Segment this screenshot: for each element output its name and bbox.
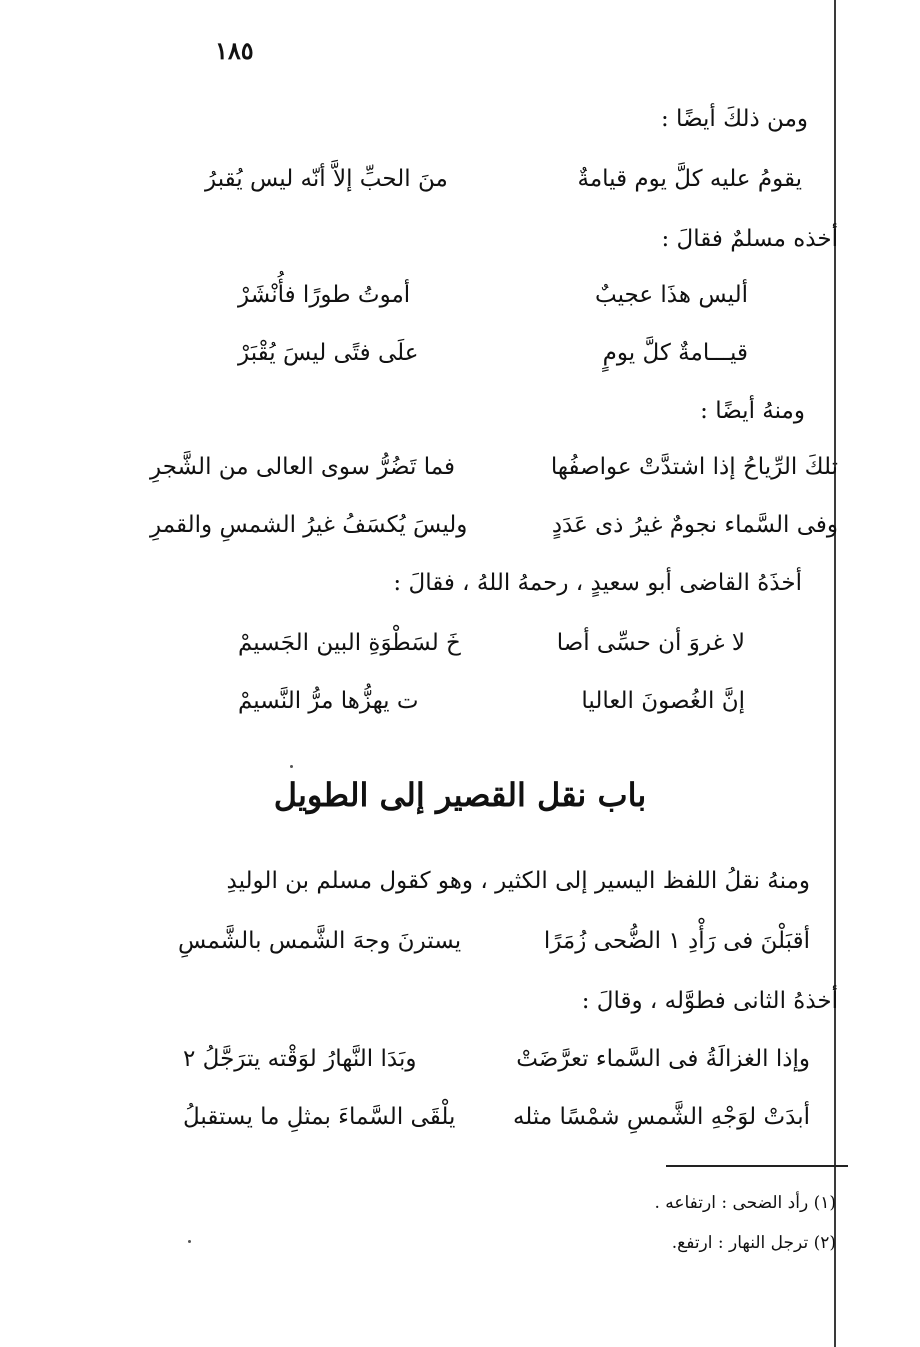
hemistich-right: أبدَتْ لوَجْهِ الشَّمسِ شمْسًا مثله: [512, 1104, 810, 1130]
intro-line-5: ومنهُ نقلُ اللفظ اليسير إلى الكثير ، وهو كقول مسلم بن الوليدِ: [226, 868, 810, 894]
hemistich-left: فما تَضُرُّ سوى العالى من الشَّجرِ: [150, 454, 456, 480]
section-heading: باب نقل القصير إلى الطويل: [273, 776, 647, 814]
hemistich-left: خَ لسَطْوَةِ البين الجَسيمْ: [238, 630, 461, 656]
hemistich-right: وإذا الغزالَةُ فى السَّماء تعرَّضَتْ: [516, 1046, 810, 1072]
hemistich-left: ت يهزُّها مرُّ النَّسيمْ: [238, 688, 419, 714]
intro-line-3: ومنهُ أيضًا :: [700, 398, 805, 424]
hemistich-right: وفى السَّماء نجومٌ غيرُ ذى عَدَدٍ: [551, 512, 838, 538]
hemistich-right: يقومُ عليه كلَّ يوم قيامةٌ: [577, 166, 802, 192]
intro-line-2: أخذه مسلمٌ فقالَ :: [661, 226, 838, 252]
footnote-1: (١) رأد الضحى : ارتفاعه .: [654, 1193, 836, 1213]
page-number: ١٨٥: [215, 36, 254, 65]
hemistich-right: أقبَلْنَ فى رَأْدِ ١ الضُّحى زُمَرًا: [543, 928, 810, 954]
hemistich-right: لا غروَ أن حسِّى أصا: [556, 630, 745, 656]
hemistich-left: علَى فتًى ليسَ يُقْبَرْ: [238, 340, 419, 366]
hemistich-right: تلكَ الرِّياحُ إذا اشتدَّتْ عواصفُها: [550, 454, 838, 480]
hemistich-left: أموتُ طورًا فأُنْشَرْ: [238, 282, 411, 308]
intro-line-6: أخذهُ الثانى فطوَّله ، وقالَ :: [581, 988, 838, 1014]
hemistich-left: وبَدَا النَّهارُ لوَقْته يترَجَّلُ ٢: [183, 1046, 417, 1072]
intro-line-1: ومن ذلكَ أيضًا :: [661, 106, 808, 132]
intro-line-4: أخذَهُ القاضى أبو سعيدٍ ، رحمهُ اللهُ ، فقالَ :: [393, 570, 802, 596]
speck-mark: [290, 765, 293, 768]
hemistich-left: يلْقَى السَّماءَ بمثلِ ما يستقبلُ: [183, 1104, 456, 1130]
hemistich-right: إنَّ الغُصونَ العاليا: [581, 688, 745, 714]
hemistich-right: قيـــامةٌ كلَّ يومٍ: [602, 340, 748, 366]
page-edge-rule: [834, 0, 836, 1347]
hemistich-left: يسترنَ وجهَ الشَّمس بالشَّمسِ: [178, 928, 462, 954]
hemistich-left: وليسَ يُكسَفُ غيرُ الشمسِ والقمرِ: [150, 512, 468, 538]
hemistich-right: أليس هذَا عجيبٌ: [595, 282, 748, 308]
speck-mark: [188, 1240, 191, 1243]
footnote-rule: [666, 1165, 848, 1167]
footnote-2: (٢) ترجل النهار : ارتفع.: [671, 1233, 836, 1253]
hemistich-left: منَ الحبِّ إلاَّ أنّه ليس يُقبرُ: [205, 166, 448, 192]
